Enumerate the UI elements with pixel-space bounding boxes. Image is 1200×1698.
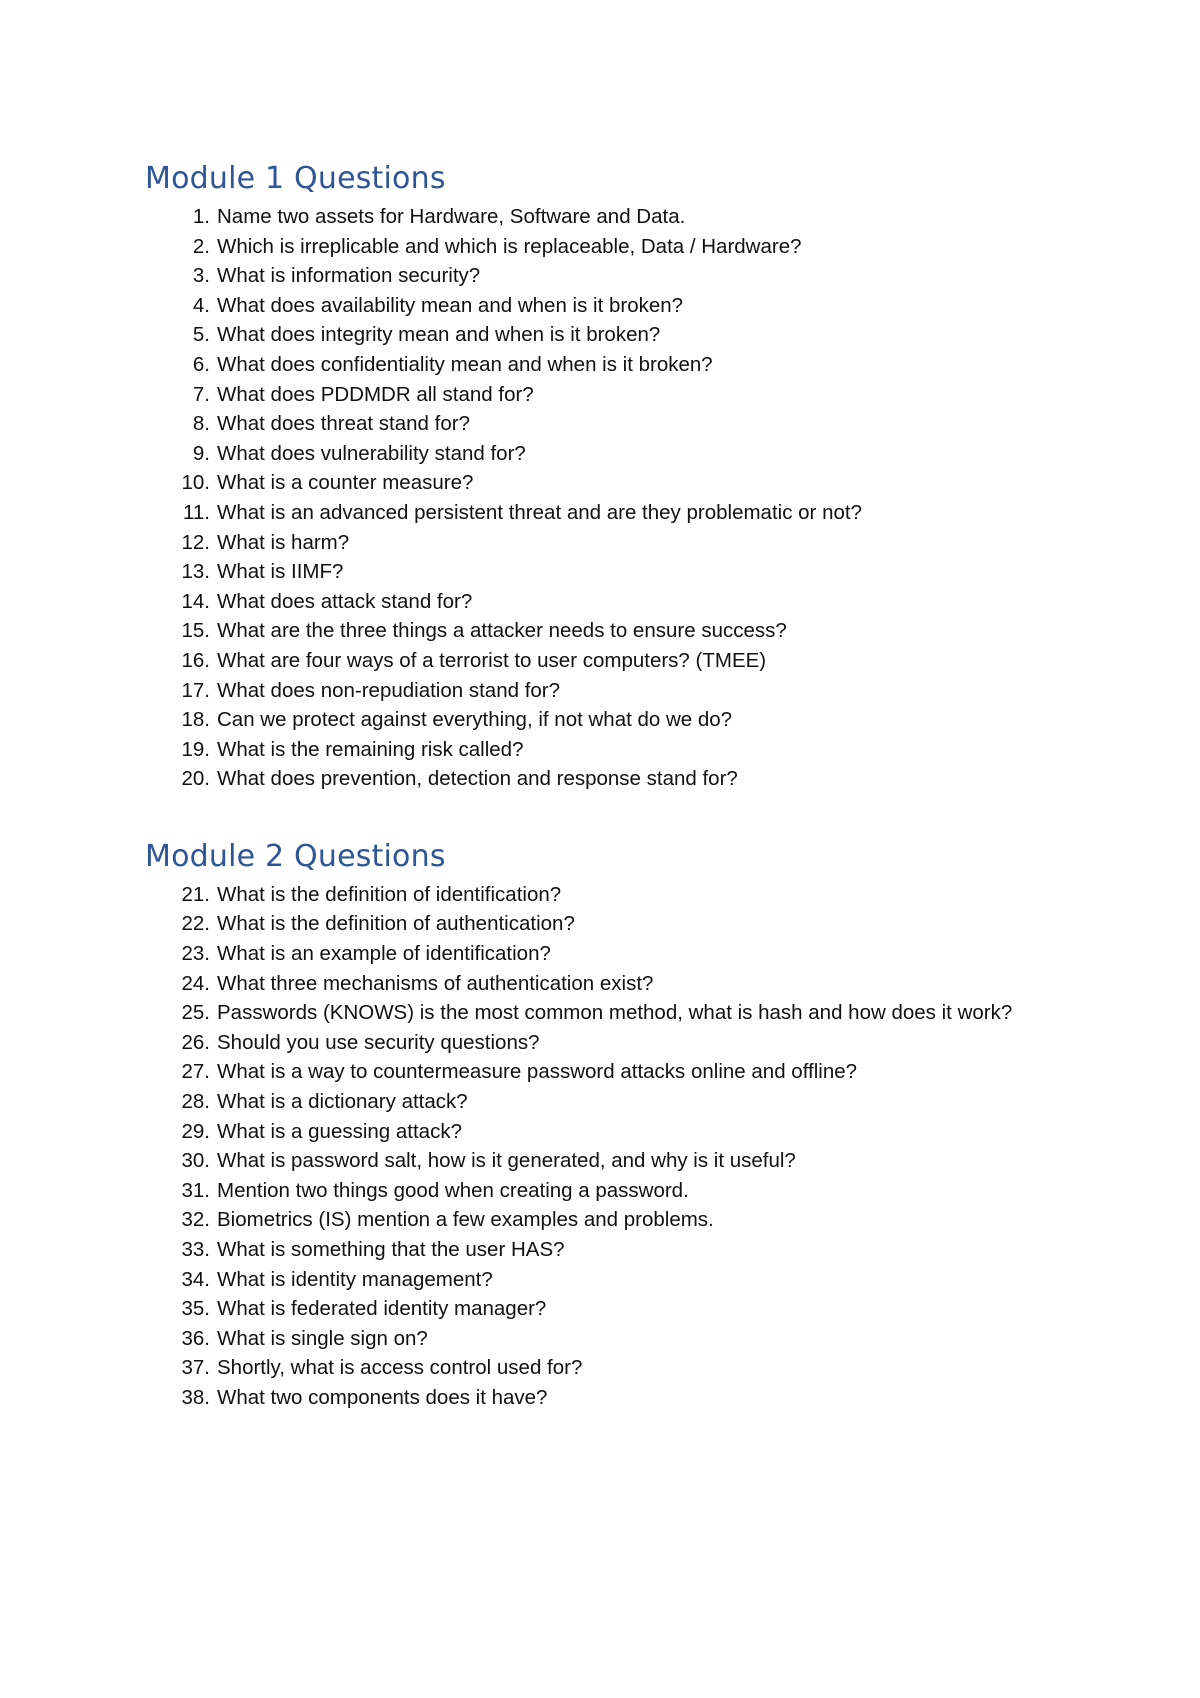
question-number: 1. [192, 205, 210, 228]
question-text: What is harm? [217, 530, 350, 554]
question-item [145, 998, 1045, 1028]
question-item [145, 1087, 1045, 1117]
question-text: What does prevention, detection and response stand for? [217, 767, 738, 791]
question-text: Should you use security questions? [217, 1030, 540, 1054]
question-number: 9. [192, 441, 210, 465]
question-text: What two components does it have? [217, 1385, 548, 1409]
question-item [145, 1176, 1045, 1206]
question-text: What is the remaining risk called? [217, 737, 524, 761]
question-number: 35. [181, 1297, 210, 1321]
question-item [145, 587, 1045, 617]
question-text: Mention two things good when creating a password. [217, 1178, 689, 1202]
question-text: What does PDDMDR all stand for? [217, 382, 534, 406]
question-number: 10. [181, 471, 210, 495]
question-text: What is federated identity manager? [217, 1297, 547, 1321]
question-item [145, 1294, 1045, 1324]
question-item [145, 350, 1045, 380]
question-number: 38. [181, 1385, 210, 1409]
question-text: Passwords (KNOWS) is the most common method, what is hash and how does it work? [217, 1001, 1013, 1025]
question-item [145, 735, 1045, 765]
question-text: What is password salt, how is it generated, and why is it useful? [217, 1149, 796, 1173]
question-item [145, 1146, 1045, 1176]
question-text: What is an example of identification? [217, 942, 551, 966]
question-number: 34. [181, 1267, 210, 1291]
module-2-question-list [145, 880, 1045, 1413]
question-number: 18. [181, 708, 210, 732]
question-number: 16. [181, 648, 210, 672]
question-number: 4. [192, 293, 210, 317]
question-item [145, 320, 1045, 350]
question-text: What is a guessing attack? [217, 1119, 462, 1143]
question-number: 11. [183, 500, 210, 524]
question-number: 26. [181, 1030, 210, 1054]
question-text: What does attack stand for? [217, 589, 473, 613]
question-text: What does vulnerability stand for? [217, 441, 526, 465]
question-item [145, 676, 1045, 706]
question-number: 15. [181, 619, 210, 643]
question-text: What is IIMF? [217, 560, 344, 584]
question-text: What does threat stand for? [217, 412, 470, 436]
question-item [145, 1235, 1045, 1265]
question-item [145, 468, 1045, 498]
question-item [145, 202, 1045, 232]
question-text: What does confidentiality mean and when is it broken? [217, 352, 713, 376]
question-item [145, 1324, 1045, 1354]
question-number: 8. [192, 412, 210, 436]
question-number: 19. [181, 737, 210, 761]
question-text: Biometrics (IS) mention a few examples and problems. [217, 1208, 714, 1232]
question-item [145, 616, 1045, 646]
question-text: What is a dictionary attack? [217, 1090, 468, 1114]
question-item [145, 291, 1045, 321]
question-item [145, 909, 1045, 939]
question-item [145, 1265, 1045, 1295]
question-item [145, 1205, 1045, 1235]
question-item [145, 232, 1045, 262]
question-item [145, 1057, 1045, 1087]
question-text: What is an advanced persistent threat and are they problematic or not? [217, 500, 862, 524]
question-number: 3. [192, 264, 210, 288]
question-item [145, 380, 1045, 410]
question-item [145, 528, 1045, 558]
question-text: What is the definition of identification? [217, 882, 562, 906]
question-text: What are four ways of a terrorist to user computers? (TMEE) [217, 648, 767, 672]
question-item [145, 1117, 1045, 1147]
question-item [145, 939, 1045, 969]
question-number: 17. [181, 678, 210, 702]
question-text: What does availability mean and when is it broken? [217, 293, 684, 317]
question-item [145, 764, 1045, 794]
question-text: What is a counter measure? [217, 471, 474, 495]
question-number: 7. [192, 382, 210, 406]
question-item [145, 557, 1045, 587]
document-content [145, 160, 1045, 1413]
question-text: Can we protect against everything, if not what do we do? [217, 708, 733, 732]
question-item [145, 439, 1045, 469]
module-1-heading: Module 1 Questions [145, 161, 446, 196]
question-text: What is something that the user HAS? [217, 1238, 565, 1261]
question-number: 37. [181, 1356, 210, 1380]
question-number: 29. [181, 1119, 210, 1143]
question-text: What is a way to countermeasure password attacks online and offline? [217, 1060, 858, 1084]
question-text: Shortly, what is access control used for? [217, 1356, 583, 1380]
question-number: 27. [181, 1060, 210, 1084]
question-text: What is identity management? [217, 1267, 493, 1291]
question-text: What is information security? [217, 264, 481, 288]
question-number: 24. [181, 971, 210, 995]
question-number: 20. [181, 767, 210, 791]
question-number: 28. [181, 1090, 210, 1114]
question-item [145, 261, 1045, 291]
question-item [145, 1383, 1045, 1413]
question-text: Name two assets for Hardware, Software and Data. [217, 205, 686, 228]
question-item [145, 880, 1045, 910]
question-item [145, 705, 1045, 735]
question-number: 25. [181, 1001, 210, 1025]
question-text: What does non-repudiation stand for? [217, 678, 561, 702]
question-number: 33. [181, 1238, 210, 1261]
question-text: What three mechanisms of authentication exist? [217, 971, 654, 995]
question-number: 22. [181, 912, 210, 936]
question-item [145, 1353, 1045, 1383]
question-number: 23. [181, 942, 210, 966]
question-item [145, 498, 1045, 528]
question-item [145, 409, 1045, 439]
question-item [145, 646, 1045, 676]
question-number: 6. [192, 352, 210, 376]
question-text: What is single sign on? [217, 1326, 428, 1350]
module-2-heading: Module 2 Questions [145, 838, 446, 874]
question-item [145, 1028, 1045, 1058]
question-number: 32. [181, 1208, 210, 1232]
question-number: 5. [192, 323, 210, 347]
question-number: 30. [181, 1149, 210, 1173]
question-text: What are the three things a attacker needs to ensure success? [217, 619, 787, 643]
question-number: 21. [181, 882, 210, 906]
question-number: 31. [181, 1178, 210, 1202]
question-number: 14. [181, 589, 210, 613]
question-text: What is the definition of authentication? [217, 912, 575, 936]
question-text: What does integrity mean and when is it broken? [217, 323, 661, 347]
question-number: 13. [181, 560, 210, 584]
question-number: 12. [181, 530, 210, 554]
question-number: 36. [181, 1326, 210, 1350]
question-text: Which is irreplicable and which is replaceable, Data / Hardware? [217, 234, 802, 258]
question-item [145, 969, 1045, 999]
question-number: 2. [192, 234, 210, 258]
module-1-question-list [145, 202, 1045, 794]
